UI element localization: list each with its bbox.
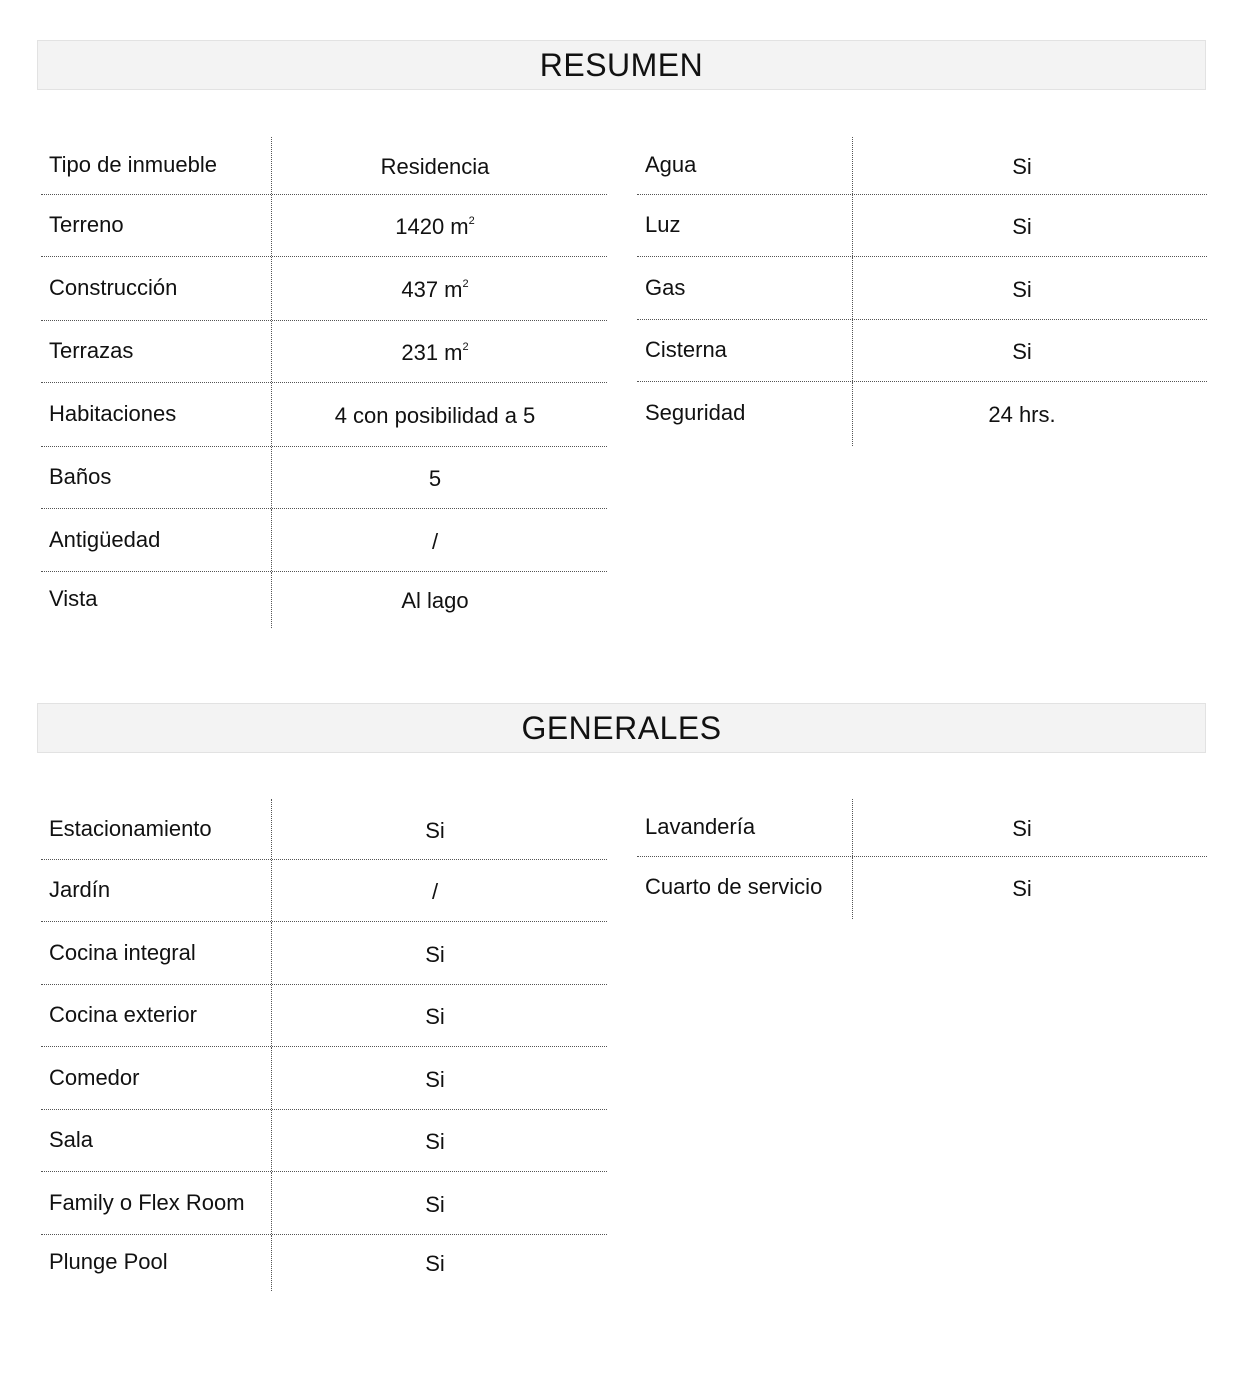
column-divider: [852, 799, 853, 856]
table-row: [41, 137, 607, 195]
row-value: [857, 816, 1187, 842]
table-row: [41, 1110, 607, 1172]
row-value: [270, 588, 600, 614]
table-row: [41, 1235, 607, 1291]
row-value-text: Si: [425, 1251, 445, 1276]
row-label: Cisterna: [645, 337, 727, 362]
row-value: [857, 154, 1187, 180]
row-value-text: Si: [425, 1067, 445, 1092]
row-value: [270, 1251, 600, 1277]
row-value: [270, 277, 600, 303]
row-value-text: 4 con posibilidad a 5: [334, 403, 536, 428]
generales-right-table: [637, 799, 1207, 919]
table-row: [41, 509, 607, 572]
row-value-text: Al lago: [401, 588, 469, 613]
row-value-text: Si: [1012, 339, 1032, 364]
row-label: Construcción: [49, 275, 178, 300]
row-label: Antigüedad: [49, 527, 161, 552]
row-value-text: Si: [425, 942, 445, 967]
row-label: Plunge Pool: [49, 1249, 168, 1274]
generales-header: [37, 703, 1206, 753]
row-label: Habitaciones: [49, 401, 177, 426]
row-label: Cuarto de servicio: [645, 874, 823, 899]
row-value-text: Si: [1012, 154, 1032, 179]
row-label: Gas: [645, 275, 686, 300]
row-value-text: Residencia: [380, 154, 490, 179]
table-row: [41, 799, 607, 860]
generales-title: GENERALES: [521, 709, 722, 746]
row-value: [270, 403, 600, 429]
row-label: Sala: [49, 1127, 94, 1152]
column-divider: [852, 137, 853, 194]
row-label: Seguridad: [645, 400, 746, 425]
row-value-text: Si: [425, 1192, 445, 1217]
row-label: Cocina integral: [49, 940, 196, 965]
row-value: [270, 466, 600, 492]
table-row: [637, 195, 1207, 257]
row-label: Terreno: [49, 212, 124, 237]
row-label: Comedor: [49, 1065, 140, 1090]
row-value: [857, 214, 1187, 240]
row-value-text: 231 m: [401, 340, 463, 365]
table-row: [41, 257, 607, 321]
row-value-text: 5: [428, 466, 442, 491]
table-row: [41, 922, 607, 985]
generales-left-table: [41, 799, 607, 1291]
row-label: Vista: [49, 586, 98, 611]
row-value-text: 437 m: [401, 277, 463, 302]
table-row: [41, 860, 607, 922]
resumen-header: [37, 40, 1206, 90]
table-row: [637, 799, 1207, 857]
row-value: [270, 1192, 600, 1218]
row-value: [270, 214, 600, 240]
column-divider: [852, 195, 853, 256]
row-label: Agua: [645, 152, 697, 177]
row-label: Family o Flex Room: [49, 1190, 245, 1215]
row-value: [270, 340, 600, 366]
row-value-text: Si: [1012, 277, 1032, 302]
row-label: Tipo de inmueble: [49, 152, 217, 177]
row-value: [270, 529, 600, 555]
row-value-text: /: [431, 529, 439, 554]
row-value: [270, 1004, 600, 1030]
table-row: [41, 985, 607, 1047]
row-label: Luz: [645, 212, 681, 237]
table-row: [637, 320, 1207, 382]
column-divider: [852, 257, 853, 319]
row-label: Cocina exterior: [49, 1002, 197, 1027]
resumen-right-table: [637, 137, 1207, 446]
row-value-text: 24 hrs.: [988, 402, 1056, 427]
row-label: Baños: [49, 464, 112, 489]
row-value: [857, 402, 1187, 428]
row-value: [270, 879, 600, 905]
row-value-text: Si: [425, 1004, 445, 1029]
column-divider: [852, 320, 853, 381]
row-value: [857, 339, 1187, 365]
row-value: [270, 154, 600, 180]
unit-superscript: 2: [462, 340, 469, 353]
table-row: [41, 447, 607, 509]
row-value-text: /: [431, 879, 439, 904]
resumen-title: RESUMEN: [539, 46, 704, 83]
table-row: [41, 195, 607, 257]
table-row: [41, 572, 607, 628]
row-value: [270, 1067, 600, 1093]
row-value: [270, 1129, 600, 1155]
table-row: [637, 857, 1207, 919]
table-row: [41, 321, 607, 383]
row-value-text: Si: [425, 818, 445, 843]
row-value: [270, 818, 600, 844]
unit-superscript: 2: [462, 277, 469, 290]
row-label: Jardín: [49, 877, 111, 902]
table-row: [637, 137, 1207, 195]
resumen-left-table: [41, 137, 607, 628]
table-row: [41, 1047, 607, 1110]
row-value-text: Si: [1012, 214, 1032, 239]
table-row: [637, 257, 1207, 320]
row-label: Estacionamiento: [49, 816, 212, 841]
table-row: [41, 383, 607, 447]
row-label: Lavandería: [645, 814, 756, 839]
column-divider: [852, 857, 853, 919]
row-value-text: 1420 m: [395, 214, 469, 239]
row-value-text: Si: [425, 1129, 445, 1154]
unit-superscript: 2: [468, 214, 475, 227]
table-row: [637, 382, 1207, 446]
row-value: [270, 942, 600, 968]
row-value: [857, 277, 1187, 303]
row-value: [857, 876, 1187, 902]
table-row: [41, 1172, 607, 1235]
row-value-text: Si: [1012, 816, 1032, 841]
row-value-text: Si: [1012, 876, 1032, 901]
column-divider: [852, 382, 853, 446]
row-label: Terrazas: [49, 338, 134, 363]
